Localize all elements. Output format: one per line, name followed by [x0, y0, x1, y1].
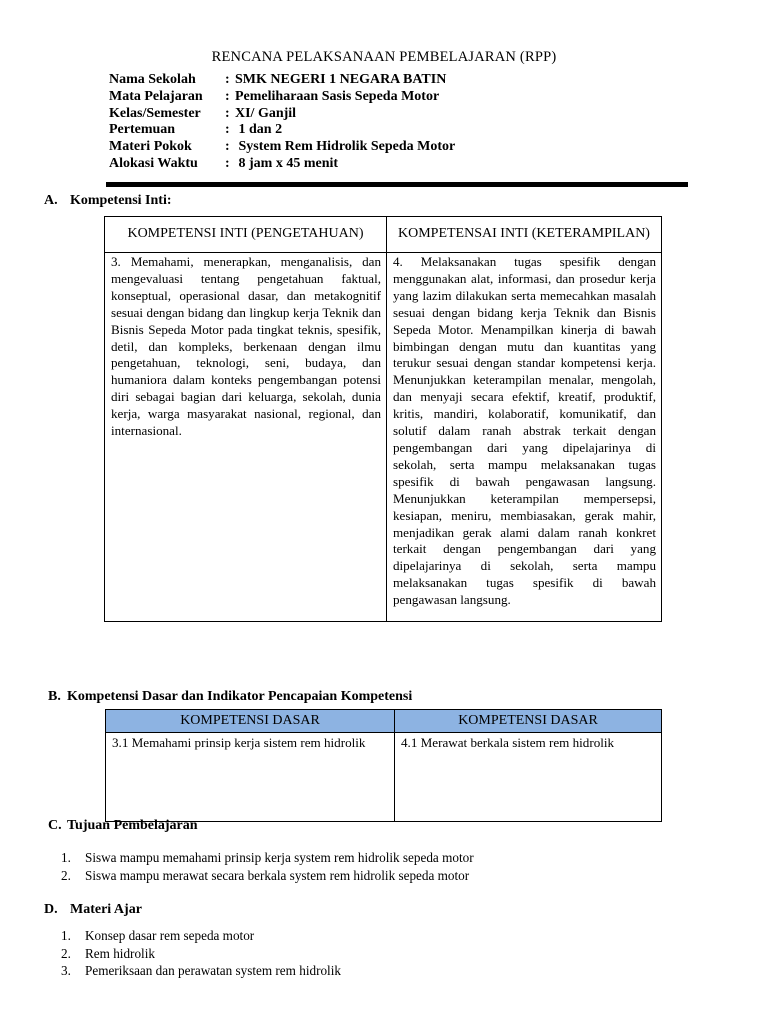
identity-row-class [109, 106, 455, 123]
list-item-text: Siswa mampu memahami prinsip kerja system rem hidrolik sepeda motor [85, 850, 474, 865]
kd-pengetahuan-text: 3.1 Memahami prinsip kerja sistem rem hidrolik [106, 733, 395, 822]
table-header-kd-1: KOMPETENSI DASAR [106, 710, 395, 733]
section-title: Kompetensi Inti: [70, 193, 172, 208]
kd-keterampilan-text: 4.1 Merawat berkala sistem rem hidrolik [395, 733, 662, 822]
list-item [61, 849, 474, 867]
ki-pengetahuan-text: 3. Memahami, menerapkan, menganalisis, dan mengevaluasi tentang pengetahuan faktual, konseptual, operasional dasar, dan metakognitif sesuai dengan bidang dan lingkup kerja Teknik dan Bisnis Sepeda Motor pada tingkat teknis, spesifik, detil, dan kompleks, berkenaan dengan ilmu pengetahuan, teknologi, seni, budaya, dan humaniora dalam konteks pengembangan potensi diri sebagai bagian dari keluarga, sekolah, dunia kerja, warga masyarakat nasional, regional, dan internasional. [105, 253, 387, 622]
list-item [61, 867, 474, 885]
identity-row-topic [109, 139, 455, 156]
section-b-heading [48, 689, 412, 705]
table-row [106, 733, 662, 822]
list-item-text: Siswa mampu merawat secara berkala system rem hidrolik sepeda motor [85, 867, 470, 883]
section-title: Kompetensi Dasar dan Indikator Pencapaian Kompetensi [67, 689, 413, 704]
section-number: B. [48, 689, 61, 704]
kompetensi-inti-table [104, 216, 662, 622]
identity-value: XI/ Ganjil [235, 105, 297, 121]
identity-label: Materi Pokok [109, 139, 192, 155]
tujuan-list [61, 849, 474, 884]
identity-value: 8 jam x 45 menit [235, 155, 339, 171]
identity-separator: : [225, 72, 230, 87]
header-divider [106, 182, 688, 187]
identity-separator: : [225, 139, 230, 155]
document-title: RENCANA PELAKSANAAN PEMBELAJARAN (RPP) [211, 49, 557, 65]
list-item-text: Pemeriksaan dan perawatan system rem hidrolik [85, 963, 341, 978]
identity-label: Kelas/Semester [109, 105, 201, 121]
identity-row-school [109, 72, 455, 89]
identity-block [109, 72, 455, 173]
identity-value: System Rem Hidrolik Sepeda Motor [235, 139, 456, 155]
identity-value: 1 dan 2 [235, 122, 283, 138]
list-item [61, 927, 341, 945]
table-header-row [105, 217, 662, 253]
identity-row-subject [109, 89, 455, 106]
identity-value: Pemeliharaan Sasis Sepeda Motor [235, 88, 440, 104]
list-item [61, 962, 341, 980]
materi-list [61, 927, 341, 980]
list-item-number: 1. [61, 928, 71, 943]
ki-keterampilan-text: 4. Melaksanakan tugas spesifik dengan menggunakan alat, informasi, dan prosedur kerja yang lazim dilakukan serta memecahkan masalah sesuai dengan bidang kerja Teknik dan Bisnis Sepeda Motor. Menampilkan kinerja di bawah bimbingan dengan mutu dan kuantitas yang terukur sesuai dengan standar kompetensi kerja. Menunjukkan keterampilan menalar, mengolah, dan menyaji secara efektif, kreatif, produktif, kritis, mandiri, kolaboratif, komunikatif, dan solutif dalam ranah abstrak terkait dengan pengembangan dari yang dipelajarinya di sekolah, serta mampu melaksanakan tugas spesifik di bawah pengawasan langsung. Menunjukkan keterampilan mempersepsi, kesiapan, meniru, membiasakan, gerak mahir, menjadikan gerak alami dalam ranah konkret terkait dengan pengembangan dari yang dipelajarinya di sekolah, serta mampu melaksanakan tugas spesifik di bawah pengawasan langsung. [387, 253, 662, 622]
kompetensi-dasar-table [105, 709, 662, 822]
table-header-row [106, 710, 662, 733]
section-a-heading [44, 193, 172, 209]
table-header-pengetahuan: KOMPETENSI INTI (PENGETAHUAN) [105, 217, 387, 253]
section-d-heading [44, 902, 142, 918]
identity-separator: : [225, 155, 230, 171]
list-item [61, 945, 341, 963]
section-number: C. [48, 818, 62, 833]
section-number: D. [44, 902, 58, 917]
identity-label: Nama Sekolah [109, 72, 196, 87]
identity-value: SMK NEGERI 1 NEGARA BATIN [235, 72, 447, 87]
list-item-number: 2. [61, 945, 71, 961]
table-header-keterampilan: KOMPETENSAI INTI (KETERAMPILAN) [387, 217, 662, 253]
identity-row-time [109, 156, 455, 173]
section-number: A. [44, 193, 58, 208]
section-title: Materi Ajar [70, 902, 142, 917]
identity-label: Mata Pelajaran [109, 88, 203, 104]
table-row [105, 253, 662, 622]
identity-label: Alokasi Waktu [109, 155, 198, 171]
identity-label: Pertemuan [109, 122, 176, 138]
section-title: Tujuan Pembelajaran [67, 818, 198, 833]
identity-row-meeting [109, 122, 455, 139]
identity-separator: : [225, 122, 230, 138]
list-item-number: 1. [61, 850, 71, 865]
identity-separator: : [225, 105, 230, 121]
list-item-number: 3. [61, 963, 71, 978]
list-item-text: Rem hidrolik [85, 945, 155, 961]
list-item-text: Konsep dasar rem sepeda motor [85, 928, 255, 943]
table-header-kd-2: KOMPETENSI DASAR [395, 710, 662, 733]
section-c-heading [48, 818, 198, 834]
list-item-number: 2. [61, 867, 71, 883]
identity-separator: : [225, 88, 230, 104]
